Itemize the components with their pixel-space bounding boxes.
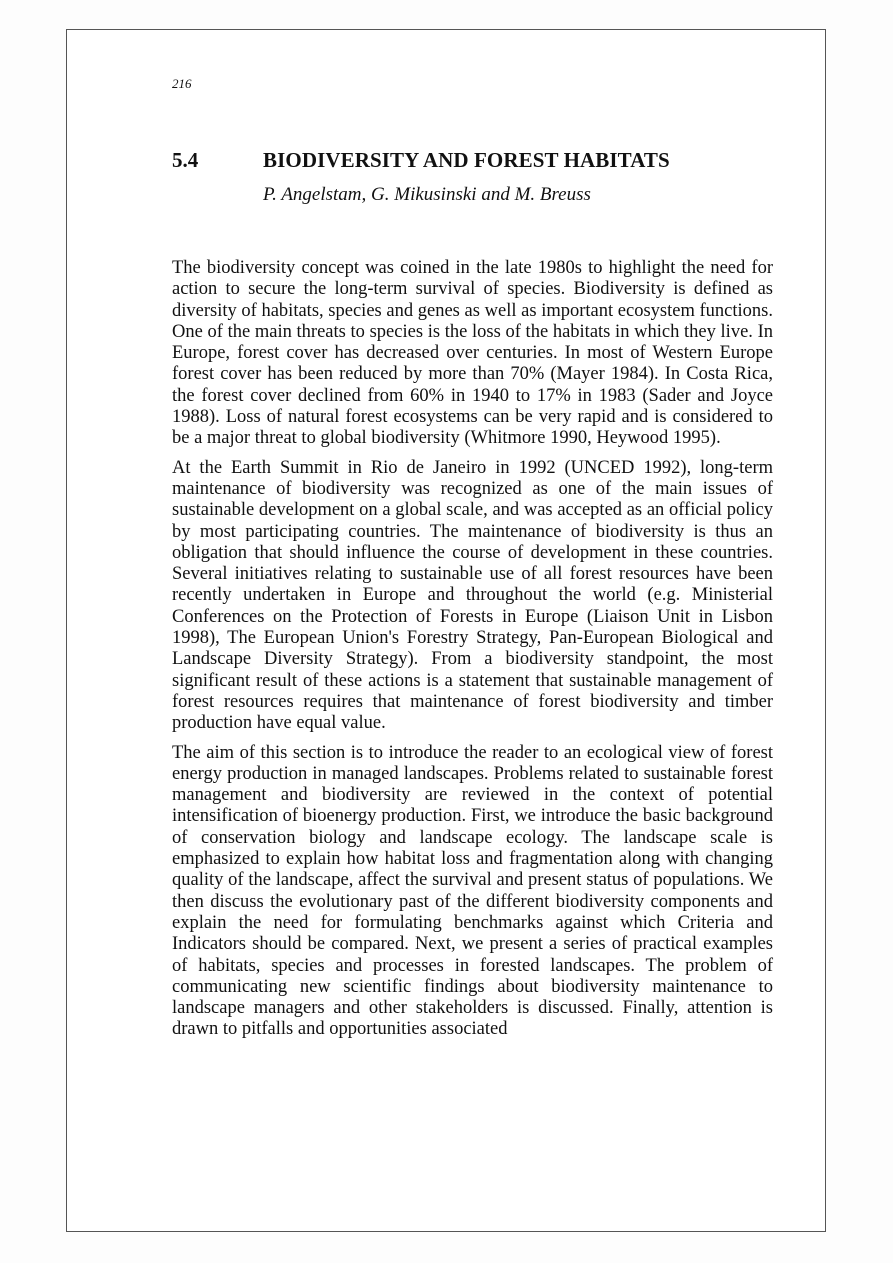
authors: P. Angelstam, G. Mikusinski and M. Breuss — [263, 184, 591, 205]
page-number: 216 — [172, 76, 192, 91]
section-number: 5.4 — [172, 148, 199, 172]
section-title: BIODIVERSITY AND FOREST HABITATS — [263, 148, 670, 172]
body-text — [172, 258, 773, 1049]
paragraph-2: At the Earth Summit in Rio de Janeiro in 1992 (UNCED 1992), long-term maintenance of biodiversity was recognized as one of the main issues of sustainable development on a global scale, and was accepted as an official policy by most participating countries. The maintenance of biodiversity is thus an obligation that should influence the course of development in these countries. Several initiatives relating to sustainable use of all forest resources have been recently undertaken in Europe and throughout the world (e.g. Ministerial Conferences on the Protection of Forests in Europe (Liaison Unit in Lisbon 1998), The European Union's Forestry Strategy, Pan-European Biological and Landscape Diversity Strategy). From a biodiversity standpoint, the most significant result of these actions is a statement that sustainable management of forest resources requires that maintenance of forest biodiversity and timber production have equal value. — [172, 457, 773, 734]
paragraph-1: The biodiversity concept was coined in the late 1980s to highlight the need for action to secure the long-term survival of species. Biodiversity is defined as diversity of habitats, species and genes as well as important ecosystem functions. One of the main threats to species is the loss of the habitats in which they live. In Europe, forest cover has decreased over centuries. In most of Western Europe forest cover has been reduced by more than 70% (Mayer 1984). In Costa Rica, the forest cover declined from 60% in 1940 to 17% in 1983 (Sader and Joyce 1988). Loss of natural forest ecosystems can be very rapid and is considered to be a major threat to global biodiversity (Whitmore 1990, Heywood 1995). — [172, 258, 773, 449]
paragraph-3: The aim of this section is to introduce the reader to an ecological view of forest energy production in managed landscapes. Problems related to sustainable forest management and biodiversity are reviewed in the context of potential intensification of bioenergy production. First, we introduce the basic background of conservation biology and landscape ecology. The landscape scale is emphasized to explain how habitat loss and fragmentation along with changing quality of the landscape, affect the survival and present status of populations. We then discuss the evolutionary past of the different biodiversity components and explain the need for formulating benchmarks against which Criteria and Indicators should be compared. Next, we present a series of practical examples of habitats, species and processes in forested landscapes. The problem of communicating new scientific findings about biodiversity maintenance to landscape managers and other stakeholders is discussed. Finally, attention is drawn to pitfalls and opportunities associated — [172, 742, 773, 1040]
